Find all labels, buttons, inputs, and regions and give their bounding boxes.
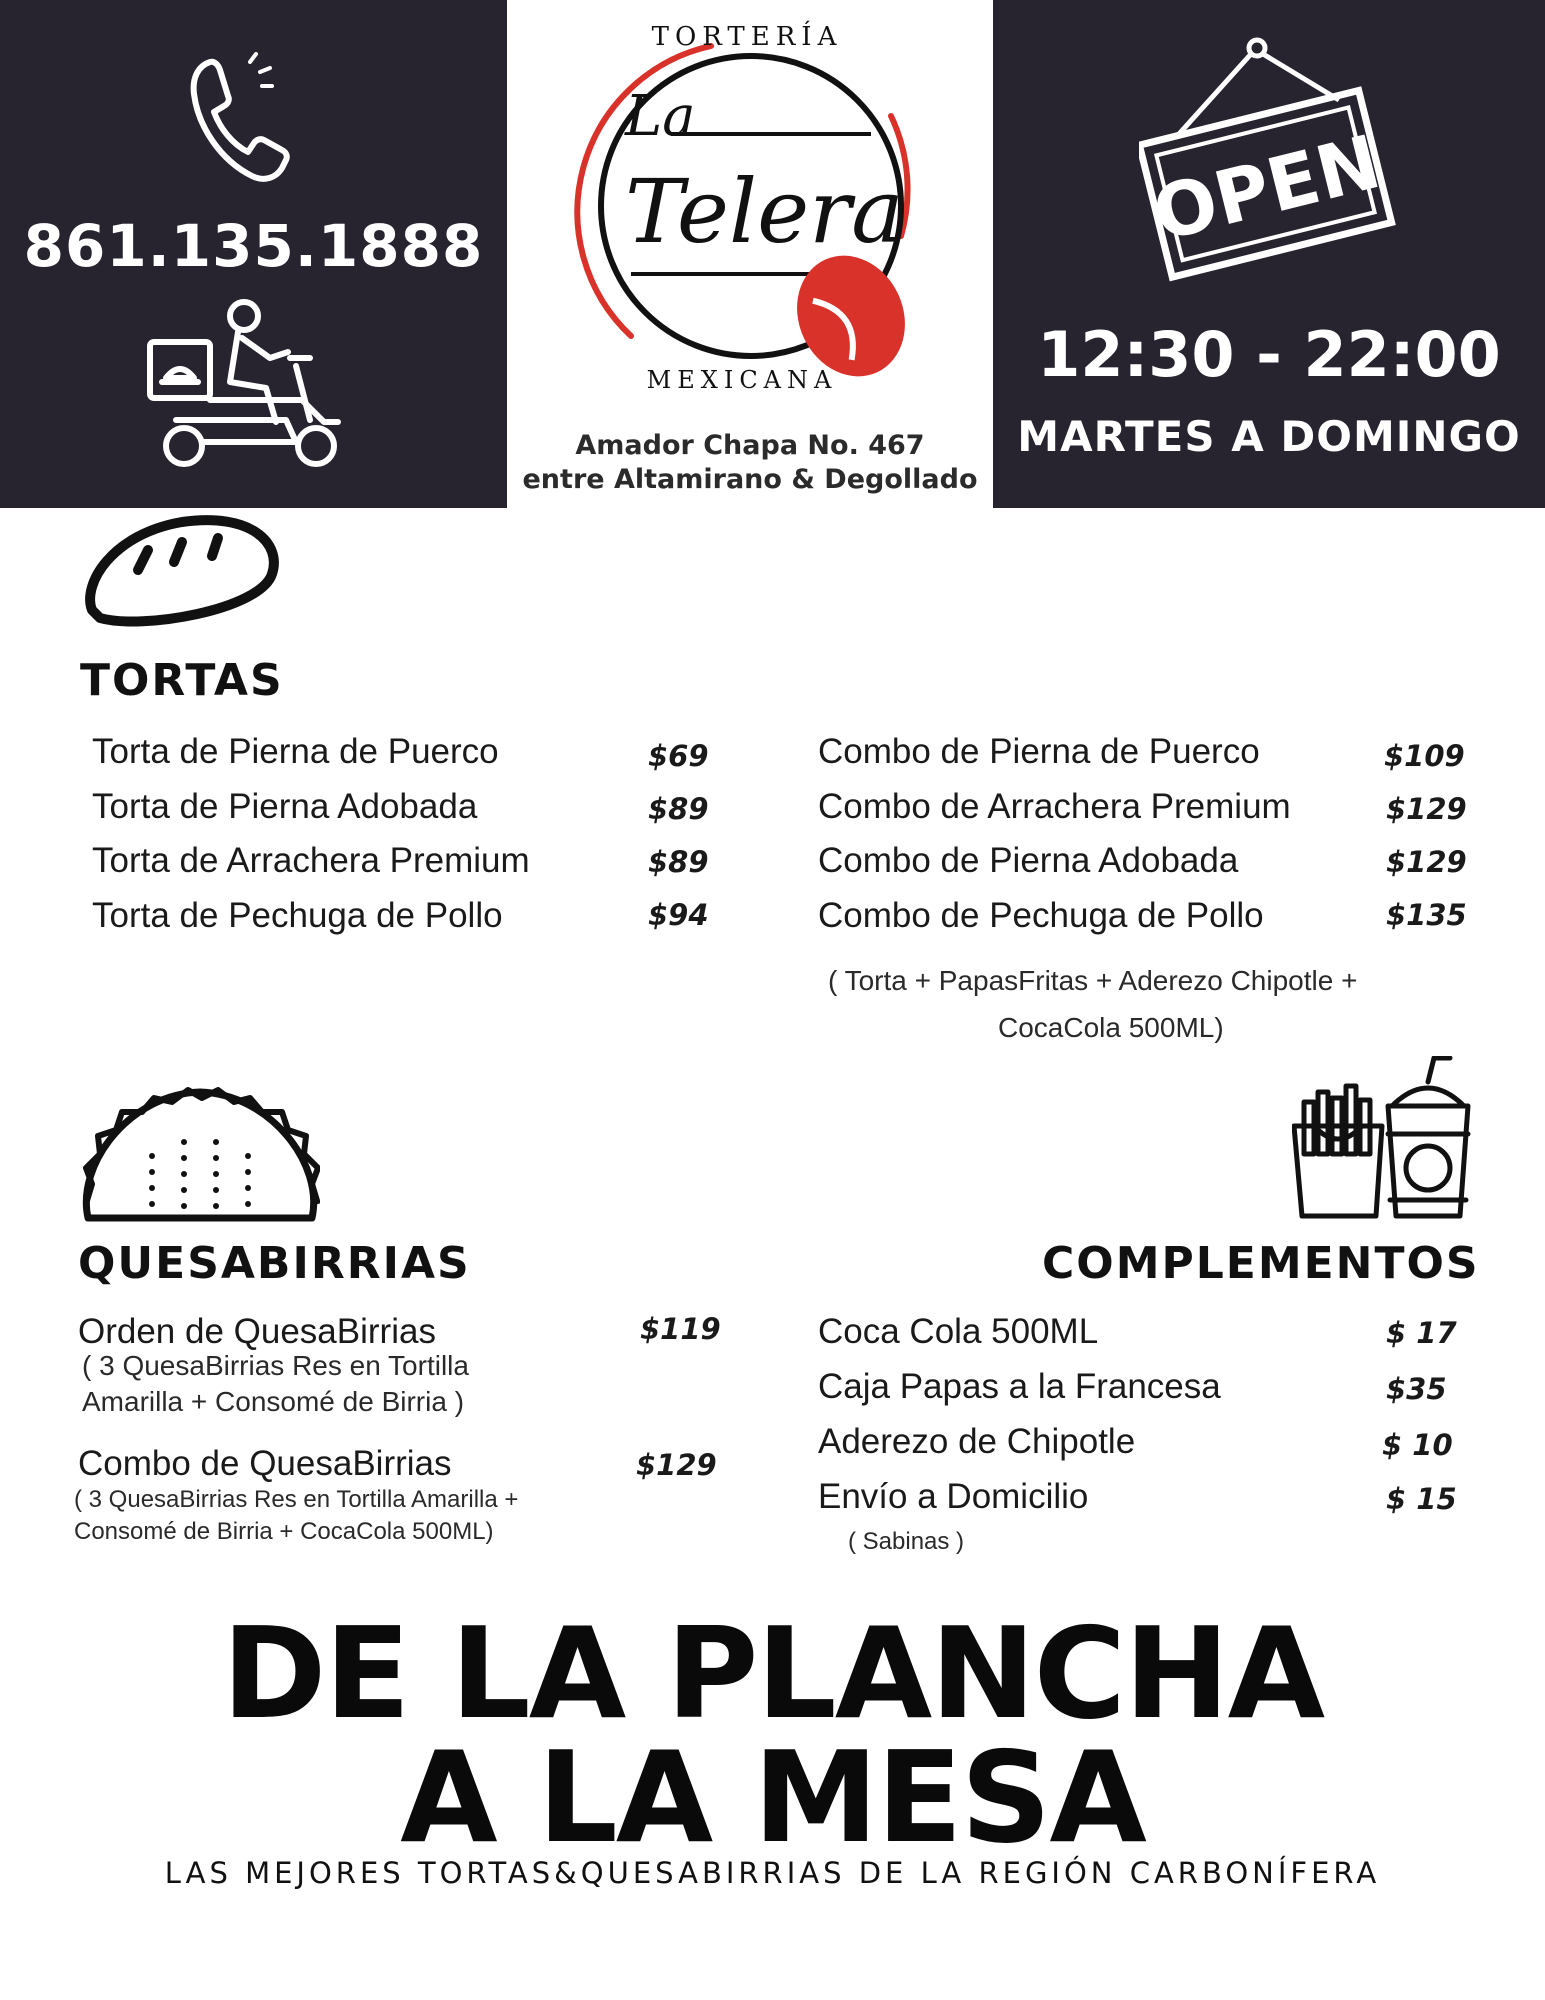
complementos-title: COMPLEMENTOS	[1042, 1238, 1480, 1289]
delivery-note: ( Sabinas )	[848, 1528, 965, 1555]
opening-hours: 12:30 - 22:00	[1037, 318, 1501, 391]
menu-item-name: Coca Cola 500ML	[818, 1312, 1099, 1351]
menu-item-name: Torta de Arrachera Premium	[92, 841, 530, 880]
menu-item-note: Amarilla + Consomé de Birria )	[82, 1386, 465, 1417]
menu-item-name: Envío a Domicilio	[818, 1477, 1089, 1516]
menu-item-name: Combo de QuesaBirrias	[78, 1444, 452, 1483]
menu-item-price: $ 17	[1386, 1316, 1457, 1350]
slogan-line-1: DE LA PLANCHA	[221, 1600, 1324, 1747]
address-line-1: Amador Chapa No. 467	[575, 430, 925, 461]
menu-item-price: $135	[1386, 898, 1467, 932]
menu-item-name: Torta de Pechuga de Pollo	[92, 896, 503, 935]
combo-note-line-1: ( Torta + PapasFritas + Aderezo Chipotle +	[828, 965, 1358, 996]
open-sign-text: OPEN	[1144, 119, 1389, 259]
menu-item-price: $35	[1386, 1372, 1447, 1406]
menu-item-price: $129	[1386, 845, 1467, 879]
menu-item-price: $ 10	[1382, 1428, 1453, 1462]
menu-item-price: $89	[648, 845, 709, 879]
menu-item-note: ( 3 QuesaBirrias Res en Tortilla	[82, 1350, 469, 1381]
menu-item-price: $89	[648, 792, 709, 826]
menu-item-name: Combo de Pierna de Puerco	[818, 732, 1260, 771]
address-line-2: entre Altamirano & Degollado	[522, 464, 978, 495]
menu-item-price: $119	[640, 1312, 721, 1346]
menu-item-price: $ 15	[1386, 1482, 1457, 1516]
menu-item-name: Combo de Pierna Adobada	[818, 841, 1239, 880]
menu-item-price: $69	[648, 739, 709, 773]
combo-note-line-2: CocaCola 500ML)	[998, 1012, 1224, 1043]
contact-panel	[0, 0, 507, 508]
menu-item-price: $109	[1384, 739, 1465, 773]
tagline: LAS MEJORES TORTAS&QUESABIRRIAS DE LA REGIÓN CARBONÍFERA	[164, 1856, 1381, 1890]
delivery-scooter-icon	[146, 296, 346, 472]
phone-icon	[180, 48, 300, 188]
logo-panel	[507, 0, 993, 508]
logo-name-2: Telera	[625, 160, 904, 263]
menu-item-name: Torta de Pierna de Puerco	[92, 732, 499, 771]
slogan-line-2: A LA MESA	[400, 1724, 1145, 1871]
hours-panel	[993, 0, 1545, 508]
logo-top-text: TORTERÍA	[651, 22, 843, 52]
menu-item-price: $129	[636, 1448, 717, 1482]
logo-bottom-text: MEXICANA	[646, 366, 838, 394]
menu-item-name: Torta de Pierna Adobada	[92, 787, 478, 826]
menu-item-name: Combo de Arrachera Premium	[818, 787, 1291, 826]
tortas-title: TORTAS	[80, 655, 284, 706]
menu-item-name: Orden de QuesaBirrias	[78, 1312, 436, 1351]
taco-icon	[80, 1084, 320, 1224]
logo-name-1: La	[625, 84, 696, 149]
menu-item-note: ( 3 QuesaBirrias Res en Tortilla Amarilla +	[74, 1486, 519, 1513]
bread-icon	[82, 514, 282, 634]
menu-item-price: $94	[648, 898, 709, 932]
menu-item-name: Combo de Pechuga de Pollo	[818, 896, 1264, 935]
menu-item-price: $129	[1386, 792, 1467, 826]
fries-drink-icon	[1292, 1056, 1472, 1222]
open-sign-icon	[1139, 36, 1399, 286]
menu-item-name: Caja Papas a la Francesa	[818, 1367, 1221, 1406]
quesabirrias-title: QUESABIRRIAS	[78, 1238, 471, 1289]
phone-number: 861.135.1888	[23, 212, 484, 280]
menu-item-note: Consomé de Birria + CocaCola 500ML)	[74, 1518, 494, 1545]
header	[0, 0, 1545, 508]
opening-days: MARTES A DOMINGO	[1017, 412, 1521, 461]
menu-item-name: Aderezo de Chipotle	[818, 1422, 1136, 1461]
